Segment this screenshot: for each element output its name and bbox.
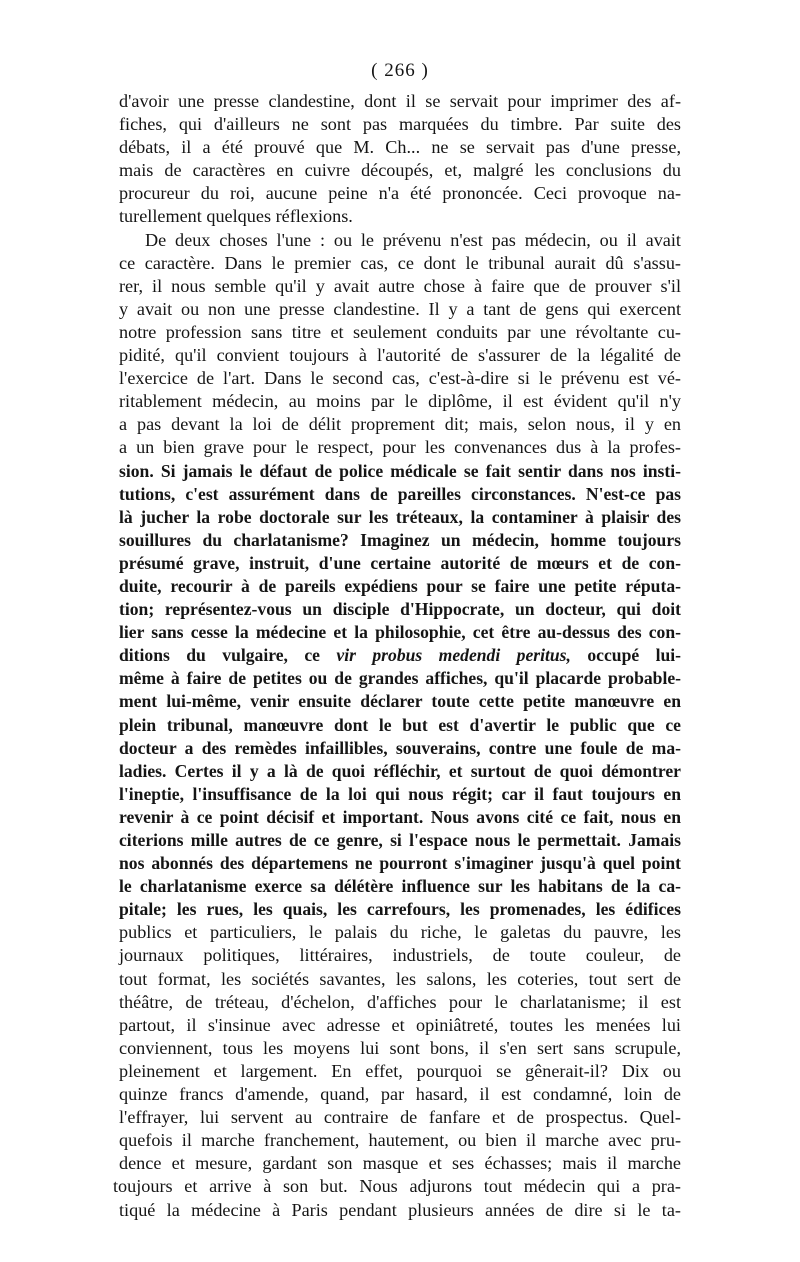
text-line: fiches, qui d'ailleurs ne sont pas marquées du timbre. Par suite des <box>119 114 681 135</box>
text-line: notre profession sans titre et seulement conduits par une révoltante cu- <box>119 321 681 342</box>
paragraph <box>119 90 681 229</box>
text-line: théâtre, de tréteau, d'échelon, d'affiches pour le charlatanisme; il est <box>119 991 681 1012</box>
text-line: ritablement médecin, au moins par le diplôme, il est évident qu'il n'y <box>119 391 681 412</box>
text-line: De deux choses l'une : ou le prévenu n'est pas médecin, ou il avait <box>145 229 681 250</box>
line-end: occupé lui- <box>570 645 682 666</box>
text-line: plein tribunal, manœuvre dont le but est d'avertir le public que ce <box>119 714 681 735</box>
text-line: le charlatanisme exerce sa délétère influence sur les habitans de la ca- <box>119 876 681 897</box>
text-line: ladies. Certes il y a là de quoi réfléchir, et surtout de quoi démontrer <box>119 760 681 781</box>
text-line: turellement quelques réflexions. <box>119 206 353 227</box>
text-line: tout format, les sociétés savantes, les salons, les coteries, tout sert de <box>119 968 681 989</box>
text-line: publics et particuliers, le palais du riche, le galetas du pauvre, les <box>119 922 681 943</box>
line-start: ditions du vulgaire, ce <box>119 645 337 666</box>
text-line: l'exercice de l'art. Dans le second cas, c'est-à-dire si le prévenu est vé- <box>119 368 681 389</box>
text-line: sion. Si jamais le défaut de police médicale se fait sentir dans nos insti- <box>119 460 681 481</box>
text-line: partout, il s'insinue avec adresse et opiniâtreté, toutes les menées lui <box>119 1014 681 1035</box>
text-line: citerions mille autres de ce genre, si l'espace nous le permettait. Jamais <box>119 830 681 850</box>
text-line: l'effrayer, lui servent au contraire de fanfare et de prospectus. Quel- <box>119 1107 681 1128</box>
text-line: ce caractère. Dans le premier cas, ce dont le tribunal aurait dû s'assu- <box>119 252 681 273</box>
text-line: l'ineptie, l'insuffisance de la loi qui nous régit; car il faut toujours en <box>119 783 681 804</box>
text-line: quinze francs d'amende, quand, par hasard, il est condamné, loin de <box>119 1084 681 1105</box>
text-line: d'avoir une presse clandestine, dont il se servait pour imprimer des af- <box>119 91 681 111</box>
text-line: nos abonnés des départemens ne pourront s'imaginer jusqu'à quel point <box>119 853 681 874</box>
text-line: pitale; les rues, les quais, les carrefours, les promenades, les édifices <box>119 899 681 920</box>
text-line: mais de caractères en cuivre découpés, et, malgré les conclusions du <box>119 160 681 181</box>
text-line: procureur du roi, aucune peine n'a été prononcée. Ceci provoque na- <box>119 183 681 204</box>
text-line: tion; représentez-vous un disciple d'Hippocrate, un docteur, qui doit <box>119 599 681 620</box>
latin-phrase: vir probus medendi peritus, <box>336 645 571 666</box>
paragraph <box>113 229 682 1222</box>
text-line-with-latin <box>119 644 681 667</box>
text-line: pidité, qu'il convient toujours à l'autorité de s'assurer de la légalité de <box>119 345 681 366</box>
text-line: même à faire de petites ou de grandes affiches, qu'il placarde probable- <box>119 668 681 689</box>
text-line: a un bien grave pour le respect, pour les convenances dus à la profes- <box>119 437 681 458</box>
text-line: souillures du charlatanisme? Imaginez un médecin, homme toujours <box>119 529 681 550</box>
text-line: présumé grave, instruit, d'une certaine autorité de mœurs et de con- <box>119 552 681 573</box>
text-line: revenir à ce point décisif et important. Nous avons cité ce fait, nous en <box>119 806 681 827</box>
text-line: ment lui-même, venir ensuite déclarer toute cette petite manœuvre en <box>119 691 681 712</box>
text-line: lier sans cesse la médecine et la philosophie, cet être au-dessus des con- <box>119 622 681 643</box>
text-line: docteur a des remèdes infaillibles, souverains, contre une foule de ma- <box>119 737 681 758</box>
text-line: a pas devant la loi de délit proprement dit; mais, selon nous, il y en <box>119 414 681 435</box>
text-line: journaux politiques, littéraires, industriels, de toute couleur, de <box>119 945 681 966</box>
text-line: y avait ou non une presse clandestine. Il y a tant de gens qui exercent <box>119 298 681 319</box>
text-line: dence et mesure, gardant son masque et ses échasses; mais il marche <box>119 1153 681 1174</box>
text-line: débats, il a été prouvé que M. Ch... ne se servait pas d'une presse, <box>119 137 681 158</box>
text-line: là jucher la robe doctorale sur les tréteaux, la contaminer à plaisir des <box>119 506 681 527</box>
body-text <box>113 90 682 1222</box>
text-line: tutions, c'est assurément dans de pareilles circonstances. N'est-ce pas <box>119 483 681 504</box>
text-line: tiqué la médecine à Paris pendant plusieurs années de dire si le ta- <box>119 1199 681 1220</box>
page-number: ( 266 ) <box>371 60 429 81</box>
text-line: rer, il nous semble qu'il y avait autre chose à faire que de prouver s'il <box>119 275 681 296</box>
text-line: conviennent, tous les moyens lui sont bons, il s'en sert sans scrupule, <box>119 1037 681 1058</box>
text-line: quefois il marche franchement, hautement, ou bien il marche avec pru- <box>119 1130 681 1151</box>
text-line: pleinement et largement. En effet, pourquoi se gênerait-il? Dix ou <box>119 1060 681 1081</box>
text-line: duite, recourir à de pareils expédiens pour se faire une petite réputa- <box>119 575 681 596</box>
text-line: toujours et arrive à son but. Nous adjurons tout médecin qui a pra- <box>113 1176 681 1197</box>
